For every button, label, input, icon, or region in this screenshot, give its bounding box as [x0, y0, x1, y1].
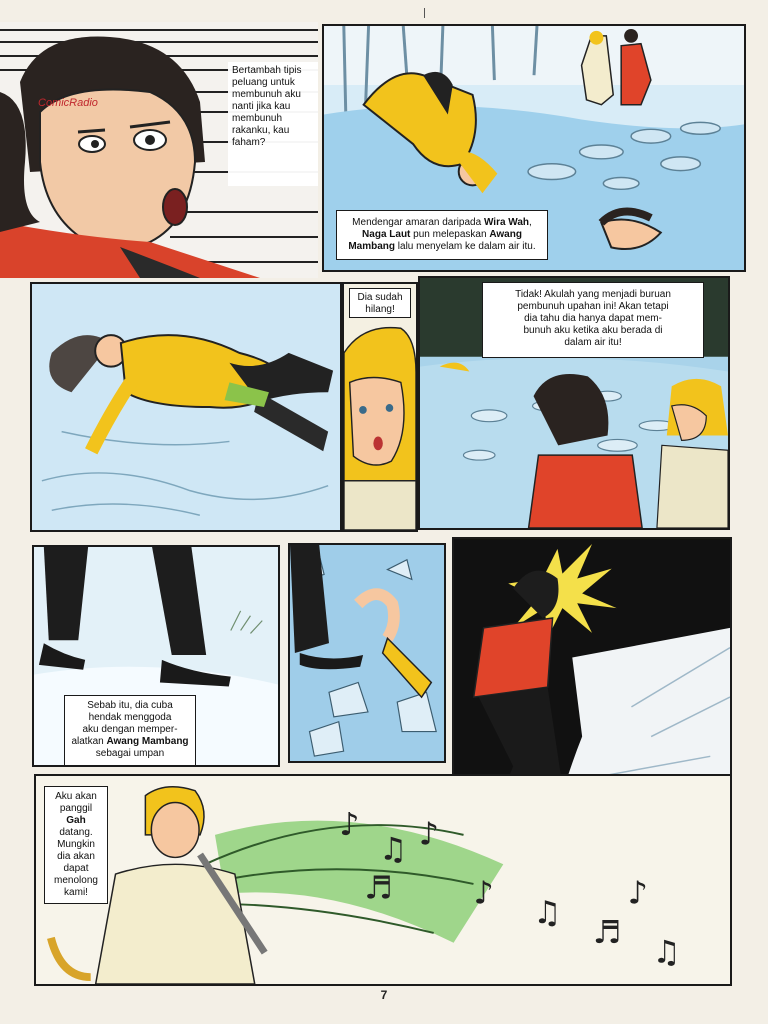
svg-text:♬: ♬ [364, 870, 393, 907]
panel-4-blonde-woman [342, 282, 418, 532]
panel-9-speech-bubble [44, 786, 108, 904]
svg-text:♫: ♫ [379, 831, 408, 868]
panel-9-art [36, 776, 730, 984]
caption-line: aku dengan memper- [82, 724, 178, 735]
caption-text: pun melepaskan [410, 229, 490, 240]
speech-line: dalam air itu! [564, 337, 622, 348]
character-name: Awang Mambang [348, 229, 522, 252]
panel-7-hand-from-ice [288, 543, 446, 763]
panel-5-lake-conversation [418, 276, 730, 530]
caption-text: , [529, 217, 532, 228]
speech-line: hilang! [365, 304, 395, 315]
speech-line: bunuh aku ketika aku berada di [523, 325, 663, 336]
page-number: 7 [380, 988, 388, 1002]
caption-line: Sebab itu, dia cuba [87, 700, 173, 711]
panel-6-caption [64, 695, 196, 767]
svg-text:♫: ♫ [533, 895, 562, 932]
svg-text:♪: ♪ [473, 875, 494, 912]
speech-text: datang. [59, 827, 93, 838]
panel-1-closeup [0, 22, 318, 278]
caption-line [70, 736, 190, 748]
top-register-mark [424, 8, 425, 18]
panel-3-art [32, 284, 340, 530]
panel-3-woman-on-ice [30, 282, 342, 532]
speech-line: Dia sudah [357, 292, 403, 303]
character-name: Naga Laut [362, 229, 411, 240]
speech-line: Mungkin [57, 839, 95, 850]
speech-line: dia tahu dia hanya dapat mem- [524, 313, 662, 324]
character-name: Awang Mambang [106, 736, 189, 747]
svg-text:ComicRadio: ComicRadio [38, 97, 98, 109]
speech-line: panggil [59, 803, 93, 814]
speech-line: faham? [232, 137, 266, 148]
speech-line: nanti jika kau [232, 101, 291, 112]
speech-line: Aku akan [55, 791, 97, 802]
speech-line: Bertambah tipis [232, 65, 302, 76]
speech-line: menolong [54, 875, 98, 886]
panel-4-art [344, 284, 416, 530]
caption-line: sebagai umpan [95, 748, 165, 759]
speech-line: pembunuh upahan ini! Akan tetapi [517, 301, 669, 312]
panel-2-icy-lake [322, 24, 746, 272]
speech-line: Tidak! Akulah yang menjadi buruan [515, 289, 671, 300]
panel-2-caption [336, 210, 548, 260]
svg-text:♪: ♪ [339, 807, 360, 843]
svg-text:♬: ♬ [592, 914, 622, 951]
svg-text:♫: ♫ [652, 934, 681, 971]
panel-7-art [290, 545, 444, 761]
speech-line: membunuh [232, 113, 283, 124]
caption-text: Mendengar amaran daripada [352, 217, 482, 228]
speech-line: peluang untuk [232, 77, 295, 88]
panel-1-speech-bubble [228, 62, 318, 186]
speech-line: membunuh aku [232, 89, 301, 100]
panel-6-feet-on-snow [32, 545, 280, 767]
caption-line: hendak menggoda [88, 712, 172, 723]
character-name: Gah [66, 815, 86, 826]
panel-9-flute-player [34, 774, 732, 986]
character-name: Wira Wah [483, 217, 530, 228]
speech-line: kami! [64, 887, 88, 898]
speech-line: dapat [63, 863, 89, 874]
caption-text: lalu menyelam ke dalam air itu. [395, 241, 536, 252]
svg-text:♪: ♪ [627, 875, 648, 912]
speech-line [49, 815, 103, 839]
speech-line: dia akan [57, 851, 95, 862]
panel-4-speech-bubble [349, 288, 411, 318]
svg-text:♪: ♪ [418, 816, 440, 853]
speech-line: rakanku, kau [232, 125, 290, 136]
panel-5-speech-bubble [482, 282, 704, 358]
caption-text: alatkan [71, 736, 107, 747]
